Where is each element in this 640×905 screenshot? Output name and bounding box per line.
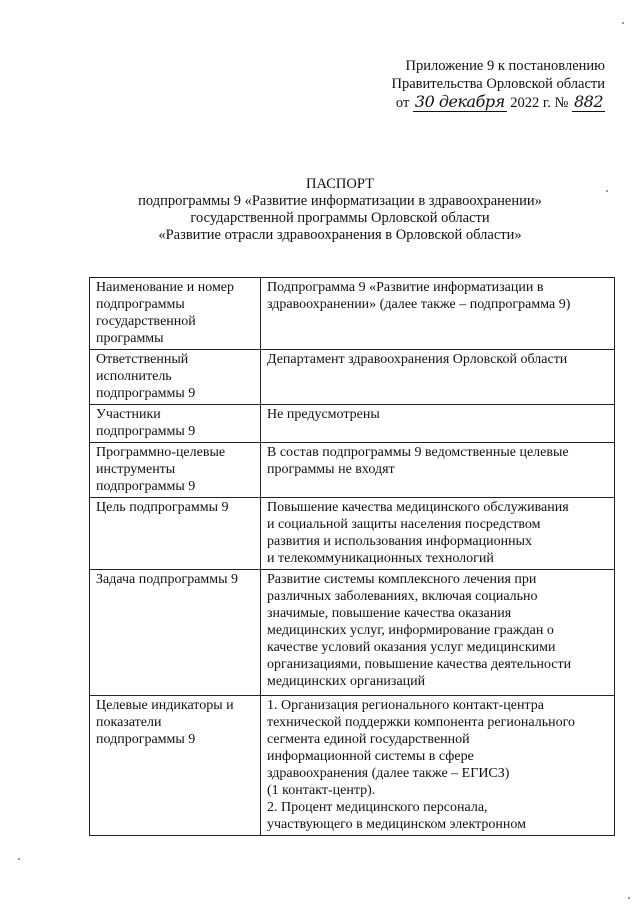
- date-suffix: 2022 г. №: [510, 95, 569, 111]
- table-row: [90, 696, 615, 836]
- row-value-line: (1 контакт-центр).: [267, 783, 376, 798]
- row-label-line: Участники: [96, 407, 161, 422]
- table-row: [90, 443, 615, 498]
- date-prefix: от: [395, 95, 410, 111]
- row-label-cell: [90, 350, 261, 405]
- appendix-date-line: [355, 93, 605, 112]
- row-value-line: здравоохранении» (далее также – подпрограмма 9): [267, 297, 571, 312]
- row-value-line: 2. Процент медицинского персонала,: [267, 800, 488, 815]
- row-label-cell: [90, 570, 261, 696]
- handwritten-number: 882: [573, 92, 603, 111]
- row-value-line: Подпрограмма 9 «Развитие информатизации в: [267, 280, 544, 295]
- scan-speck: [622, 22, 624, 24]
- row-value-cell: [261, 443, 615, 498]
- row-value-line: программы не входят: [267, 462, 395, 477]
- row-label-line: Ответственный: [96, 352, 189, 367]
- row-value-line: качестве условий оказания услуг медицинскими: [267, 640, 556, 655]
- title-line-4: «Развитие отрасли здравоохранения в Орловской области»: [158, 227, 522, 243]
- title-line-3: государственной программы Орловской области: [190, 210, 490, 226]
- row-value-line: Не предусмотрены: [267, 407, 380, 422]
- row-value-line: информационной системы в сфере: [267, 749, 474, 764]
- row-value-line: медицинских услуг, информирование граждан о: [267, 623, 554, 638]
- row-value-line: здравоохранения (далее также – ЕГИСЗ): [267, 766, 510, 781]
- row-label-line: подпрограммы 9: [96, 424, 196, 439]
- row-label-line: Цель подпрограммы 9: [96, 500, 229, 515]
- row-value-line: медицинских организаций: [267, 674, 426, 689]
- row-label-line: программы: [96, 331, 164, 346]
- row-value-cell: [261, 405, 615, 443]
- passport-table-body: [90, 278, 615, 836]
- title-line-2: подпрограммы 9 «Развитие информатизации в здравоохранении»: [138, 193, 542, 209]
- table-row: [90, 498, 615, 570]
- title-line-1: ПАСПОРТ: [306, 176, 374, 192]
- row-value-line: сегмента единой государственной: [267, 732, 470, 747]
- appendix-line-1: Приложение 9 к постановлению: [405, 58, 605, 74]
- table-row: [90, 405, 615, 443]
- table-row: [90, 350, 615, 405]
- row-value-line: участвующего в медицинском электронном: [267, 817, 526, 832]
- row-label-cell: [90, 498, 261, 570]
- appendix-line-2: Правительства Орловской области: [391, 76, 605, 92]
- row-value-line: Развитие системы комплексного лечения при: [267, 572, 537, 587]
- table-row: [90, 570, 615, 696]
- row-label-line: инструменты: [96, 462, 176, 477]
- scan-speck: [606, 190, 608, 192]
- row-label-line: подпрограммы: [96, 297, 185, 312]
- handwritten-date: 30 декабря: [414, 92, 505, 111]
- row-label-line: Задача подпрограммы 9: [96, 572, 239, 587]
- row-label-line: Программно-целевые: [96, 445, 226, 460]
- scan-speck: [18, 858, 20, 860]
- row-label-line: подпрограммы 9: [96, 386, 196, 401]
- document-title: [90, 176, 590, 244]
- row-label-line: Наименование и номер: [96, 280, 235, 295]
- row-value-line: развития и использования информационных: [267, 534, 532, 549]
- row-value-line: технической поддержки компонента регионального: [267, 715, 575, 730]
- scan-speck: [628, 897, 630, 899]
- row-label-line: исполнитель: [96, 369, 172, 384]
- row-label-line: подпрограммы 9: [96, 732, 196, 747]
- row-value-cell: [261, 278, 615, 350]
- row-value-line: Департамент здравоохранения Орловской области: [267, 352, 568, 367]
- row-value-cell: [261, 498, 615, 570]
- row-value-line: В состав подпрограммы 9 ведомственные целевые: [267, 445, 569, 460]
- table-row: [90, 278, 615, 350]
- row-value-line: Повышение качества медицинского обслуживания: [267, 500, 569, 515]
- appendix-header: [355, 57, 605, 112]
- row-value-line: и телекоммуникационных технологий: [267, 551, 494, 566]
- row-value-cell: [261, 696, 615, 836]
- row-value-line: организациями, повышение качества деятельности: [267, 657, 572, 672]
- row-label-line: государственной: [96, 314, 196, 329]
- passport-table: [89, 277, 615, 836]
- row-value-line: значимые, повышение качества оказания: [267, 606, 512, 621]
- row-label-line: Целевые индикаторы и: [96, 698, 234, 713]
- row-label-line: показатели: [96, 715, 162, 730]
- row-label-cell: [90, 443, 261, 498]
- row-label-cell: [90, 696, 261, 836]
- row-label-line: подпрограммы 9: [96, 479, 196, 494]
- row-value-line: различных заболеваниях, включая социально: [267, 589, 538, 604]
- row-label-cell: [90, 405, 261, 443]
- row-value-line: и социальной защиты населения посредством: [267, 517, 541, 532]
- row-label-cell: [90, 278, 261, 350]
- row-value-line: 1. Организация регионального контакт-центра: [267, 698, 544, 713]
- row-value-cell: [261, 570, 615, 696]
- row-value-cell: [261, 350, 615, 405]
